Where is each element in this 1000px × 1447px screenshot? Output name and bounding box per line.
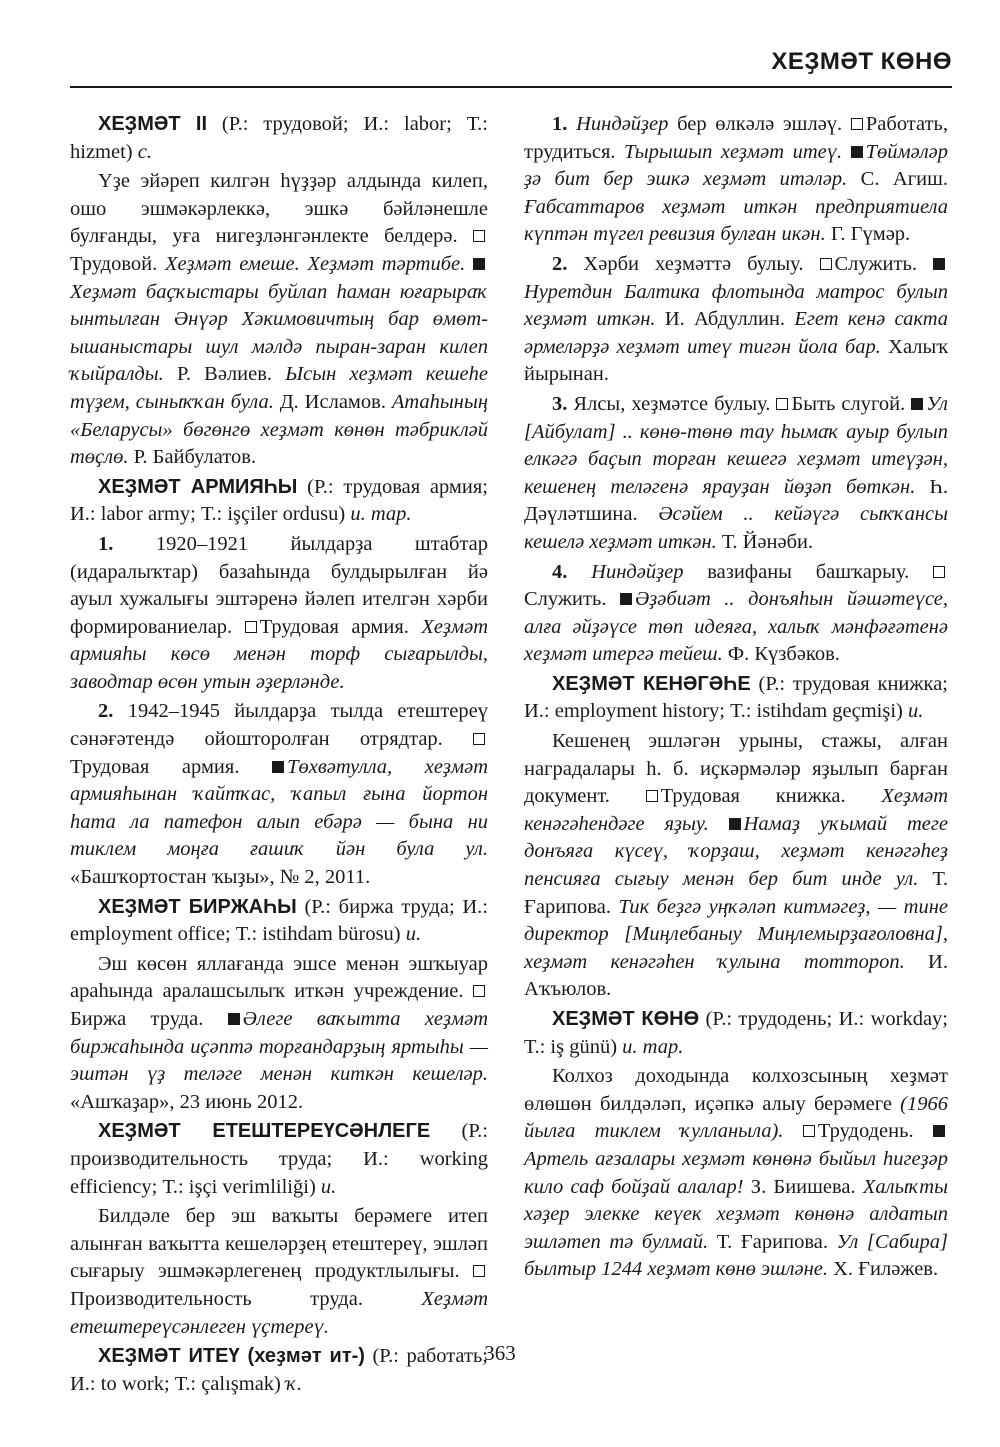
part-of-speech: и. [320,1175,337,1198]
empty-square-icon [646,790,658,802]
entry-hezmet-kone [524,1006,948,1061]
source: «Башҡортостан ҡыҙы», № 2, 2011. [70,866,371,889]
headword: ХЕҘМӘТ ИТЕҮ [98,1345,240,1368]
filled-square-icon [933,1125,945,1137]
definition-lead: Ниндәйҙер [591,560,684,583]
part-of-speech: и. тар. [622,1035,684,1058]
sense-number: 4. [552,560,568,583]
header-title: ХЕҘМӘТ КӨНӨ [771,48,952,75]
example: Хеҙмәт емеше. Хеҙмәт тәртибе. [164,252,466,275]
russian-equivalent: Служить. [834,252,917,275]
example: Тик беҙгә уңҡәләп китмәгеҙ, — тине директор [Миңлебаныу Миңлемырҙағоловна], хеҙмәт кенәгәһен ҡулына тоттороп. [524,895,948,973]
example: Төхвәтулла, хеҙмәт армияһынан ҡайтҡас, ҡапыл ғына йортон һата ла патефон алып ебәрә — бына ни тиклем моңға ғашиҡ йән була ул. [70,755,488,861]
filled-square-icon [620,593,632,605]
running-header [70,46,952,88]
source: Д. Исламов. [273,390,392,413]
empty-square-icon [473,230,485,242]
empty-square-icon [473,1265,485,1277]
translations: (Р.: биржа труда; И.: employment office; Т.: istihdam bürosu) [70,895,488,946]
definition: Үҙе эйәреп килгән һүҙҙәр алдында килеп, ошо эшмәкәрлеккә, эшкә бәйләнешле булғанды, уға нигеҙләнгәнлекте белдерә. [70,170,488,248]
source: Һ. Дәүләтшина. [524,475,948,526]
definition: 1920–1921 йылдарҙа штабтар (идаралыҡтар) базаһында булдырылған йә ауыл хужалығы эштәренә йәлеп ителгән хәрби формированиелар. [70,532,488,638]
entry-hezmet-birzhahy [70,894,488,949]
entry-hezmet-ii [70,111,488,166]
filled-square-icon [228,1013,240,1025]
source: Р. Байбулатов. [128,446,257,469]
usage-note: (1966 йылға тиклем ҡулланыла). [524,1092,948,1143]
definition: Кешенең эшләгән урыны, стажы, алған наградалары һ. б. иҫкәрмәләр яҙылып барған документ. [524,730,948,808]
source: Т. Ғарипова. [524,868,948,918]
example: Ул [Айбулат] .. көнө-төнө тау һымаҡ ауыр булып елкәгә баҫып торған кешегә хеҙмәт итеүҙән, кешенең теләгенә ярауҙан йөҙәп бөткән. [524,392,948,498]
filled-square-icon [911,398,923,410]
source: И. Абдуллин. [655,308,795,331]
example: Әлеге ваҡытта хеҙмәт биржаһында иҫәптә торғандарҙың яртыһы — эштән үҙ теләге менән киткән кешеләр. [70,1008,488,1086]
russian-equivalent: Трудодень. [817,1120,914,1143]
headword: ХЕҘМӘТ АРМИЯҺЫ [98,475,298,498]
headword: ХЕҘМӘТ КӨНӨ [552,1008,700,1030]
example: Хеҙмәт кенәгәһендәге яҙыу. [524,785,949,835]
russian-equivalent: Производительность труда. [70,1287,363,1310]
example: Ул [Сабира] былтыр 1244 хеҙмәт көнө эшләне. [524,1230,949,1281]
part-of-speech: с. [137,140,152,163]
filled-square-icon [272,761,284,773]
source: «Ашҡаҙар», 23 июнь 2012. [70,1090,304,1113]
empty-square-icon [245,621,257,633]
example: Төймәләр ҙә бит бер эшкә хеҙмәт итәләр. [524,140,949,191]
russian-equivalent: Трудовая армия. [259,615,409,638]
empty-square-icon [851,118,863,130]
entry-hezmet-armiyahy [70,474,488,529]
empty-square-icon [803,1125,815,1137]
source: З. Биишева. [743,1175,863,1198]
headword: ХЕҘМӘТ БИРЖАҺЫ [98,895,297,918]
example: Әҙәбиәт .. донъяһын йәшәтеүсе, алға әйҙәүсе төп идеяға, халыҡ мәнфәғәтенә хеҙмәт итергә тейеш. [524,588,949,666]
headword: ХЕҘМӘТ II [98,113,208,135]
sense-1 [524,111,948,249]
filled-square-icon [473,258,485,270]
source: Халыҡ йырынан. [524,335,948,386]
part-of-speech: ҡ. [286,1372,302,1395]
example: Ысын хеҙмәт кешеһе түҙем, сыныҡҡан була. [70,363,489,413]
translations: (Р.: трудодень; И.: workday; Т.: iş günü) [524,1008,948,1058]
source: Т. Ғарипова. [708,1230,837,1253]
entry-body [524,1063,948,1284]
definition: Хәрби хеҙмәттә булыу. [567,252,820,275]
russian-equivalent: Служить. [524,588,607,611]
filled-square-icon [729,818,741,830]
empty-square-icon [473,985,485,997]
entry-body [70,168,488,472]
russian-equivalent: Быть слугой. [791,392,906,415]
empty-square-icon [820,258,832,270]
entry-hezmet-kenagahe [524,671,948,726]
definition-lead: Ниндәйҙер [576,113,669,135]
definition: Эш көсөн яллағанда эшсе менән эшҡыуар араһында аралашсылыҡ иткән учреждение. [70,952,488,1003]
russian-equivalent: Биржа труда. [70,1008,204,1030]
translations: (Р.: трудовая армия; И.: labor army; Т.: işçiler ordusu) [70,475,488,526]
translations: (Р.: трудовой; И.: labor; Т.: hizmet) [70,113,488,163]
sense-number: 1. [98,532,114,555]
entry-body [70,951,488,1117]
headword: ХЕҘМӘТ КЕНӘГӘҺЕ [552,672,751,695]
entry-hezmet-eteshtereusanlege [70,1118,488,1201]
sense-4 [524,559,948,669]
filled-square-icon [933,258,945,270]
example: Ғабсаттаров хеҙмәт иткән предприятиела күптән түгел ревизия булған икән. [524,195,948,246]
source: Т. Йәнәби. [716,530,814,553]
empty-square-icon [776,398,788,410]
example: Егет кенә сакта әрмеләрҙә хеҙмәт итеү тигән йола бар. [524,308,949,358]
definition: вазифаны башҡарыу. [683,560,933,583]
definition: Ялсы, хеҙмәтсе булыу. [567,392,777,415]
part-of-speech: и. тар. [350,503,412,526]
example: Тырышып хеҙмәт итеү. [624,140,843,163]
example: Атаһының «Беларусы» бөгөнгө хеҙмәт көнөн тәбрикләй төҫлө. [70,390,488,469]
source: С. Агиш. [847,168,948,191]
sense-number: 1. [552,113,568,135]
example: Хеҙмәт баҫҡыстары буйлап һаман юғарыраҡ ынтылған Әнүәр Хәкимовичтың бар өмөт-ышаныстары шул мәлдә пыран-заран килеп ҡыйралды. [70,280,488,386]
entry-body [524,728,948,1004]
sense-2 [70,698,488,891]
source: Г. Гүмәр. [825,223,911,246]
definition: 1942–1945 йылдарҙа тылда етештереү сәнәғәтендә ойошторолған отрядтар. [70,700,488,751]
example: Хеҙмәт армияһы көсө менән торф сығарылды, заводтар өсөн утын әҙерләнде. [70,615,489,693]
sense-3 [524,391,948,557]
source: Р. Вәлиев. [163,363,286,386]
right-column [524,111,948,1286]
russian-equivalent: Трудовая армия. [70,755,240,778]
filled-square-icon [851,146,863,158]
empty-square-icon [933,566,945,578]
example: Нуретдин Балтика флотында матрос булып хеҙмәт иткән. [524,280,948,331]
example: Хеҙмәт етештереүсәнлеген үҫтереү. [70,1287,488,1338]
example: Халыҡты хәҙер элекке кеүек хеҙмәт көнөнә алдатып эшләтеп тә булмай. [524,1175,948,1253]
empty-square-icon [473,733,485,745]
sense-number: 3. [552,392,568,415]
russian-equivalent: Трудовой. [70,252,158,275]
part-of-speech: и. [405,923,422,946]
headword: ХЕҘМӘТ ЕТЕШТЕРЕҮСӘНЛЕГЕ [98,1120,431,1143]
part-of-speech: и. [908,700,924,723]
sense-number: 2. [98,700,114,723]
definition: бер өлкәлә эшләү. [668,113,851,135]
page-number: 363 [484,1341,516,1365]
entry-body [70,1203,488,1341]
source: Х. Ғиләжев. [827,1258,939,1281]
sense-2 [524,251,948,389]
translations: (Р.: трудовая книжка; И.: employment history; Т.: istihdam geçmişi) [524,672,948,723]
left-column [70,111,488,1400]
translations: (Р.: производительность труда; И.: working efficiency; Т.: işçi verimliliği) [70,1120,488,1198]
definition: Билдәле бер эш ваҡыты берәмеге итеп алынған ваҡытта кешеләрҙең етештереү, эшләп сығарыу эшмәкәрлегенең продуктлылығы. [70,1205,488,1283]
russian-equivalent: Работать, трудиться. [524,113,949,163]
example: Артель ағзалары хеҙмәт көнөнә быйыл һигеҙәр кило саф бойҙай алалар! [524,1147,948,1198]
translations: (Р.: работать; И.: to work; Т.: çalışmak) [70,1345,489,1395]
source: Ф. Күзбәков. [722,643,840,666]
russian-equivalent: Трудовая книжка. [660,785,846,808]
headword-verb-form: (хеҙмәт ит-) [239,1345,365,1368]
example: Намаҙ уҡымай теге донъяға күсеү, ҡорҙаш, хеҙмәт кенәгәһеҙ пенсияға сығыу менән бер бит инде ул. [524,812,948,891]
source: И. Аҡъюлов. [524,950,948,1001]
sense-1 [70,531,488,697]
sense-number: 2. [552,252,568,275]
definition: Колхоз доходында колхозсының хеҙмәт өлөшөн билдәләп, иҫәпкә алыу берәмеге [524,1065,948,1115]
example: Әсәйем .. кейәүгә сыҡҡансы кешелә хеҙмәт иткән. [524,503,948,553]
